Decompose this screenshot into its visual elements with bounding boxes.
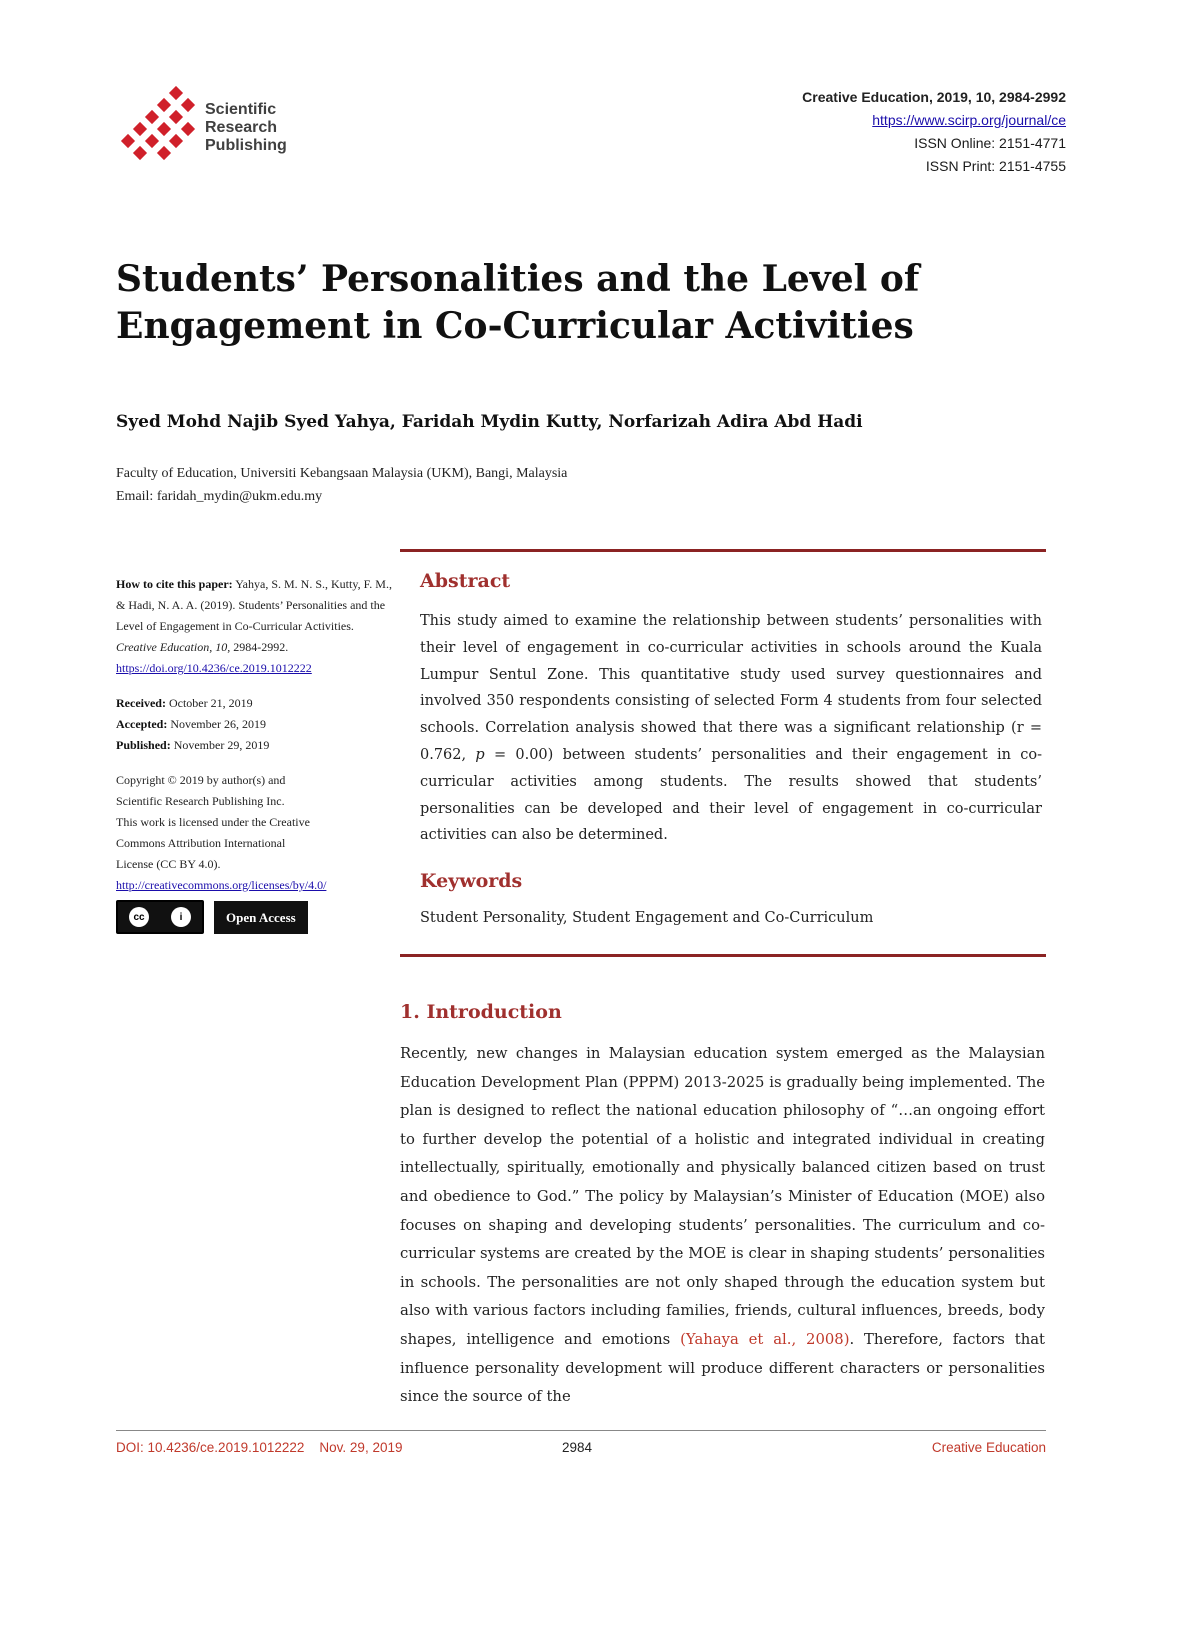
- introduction-text: [400, 1040, 1045, 1412]
- affiliation-block: [116, 462, 567, 508]
- how-to-cite: [116, 574, 396, 679]
- abstract-top-rule: [400, 549, 1046, 552]
- cite-pages: 2984-2992.: [230, 640, 289, 654]
- cc-icon: cc: [129, 907, 149, 927]
- copyright-notice: [116, 770, 396, 896]
- license-line: License (CC BY 4.0).: [116, 857, 221, 871]
- footer-journal: Creative Education: [931, 1440, 1046, 1455]
- affiliation: Faculty of Education, Universiti Kebangsaan Malaysia (UKM), Bangi, Malaysia: [116, 466, 568, 481]
- abstract-p-symbol: p: [475, 746, 485, 763]
- introduction-heading: 1. Introduction: [400, 1001, 562, 1023]
- footer-rule: [116, 1430, 1046, 1431]
- publication-dates: [116, 693, 396, 756]
- intro-text-part: . Therefore, factors that influence personality development will produce different characters or personalities since the source of the: [400, 1330, 1045, 1406]
- keywords-text: Student Personality, Student Engagement and Co-Curriculum: [420, 910, 874, 926]
- cite-journal: Creative Education, 10,: [116, 640, 231, 654]
- publisher-name: [205, 101, 287, 155]
- scirp-diamond-logo-icon: [116, 86, 206, 166]
- keywords-heading: Keywords: [420, 870, 523, 892]
- doi-link[interactable]: https://doi.org/10.4236/ce.2019.1012222: [116, 661, 312, 675]
- open-access-badge: Open Access: [214, 901, 308, 934]
- accepted-date: [116, 714, 396, 735]
- published-label: Published:: [116, 738, 171, 752]
- abstract-bottom-rule: [400, 954, 1046, 957]
- paper-title: [116, 256, 1016, 350]
- cc-by-badge[interactable]: [116, 900, 204, 934]
- paper-title-line: Students’ Personalities and the Level of: [116, 258, 920, 300]
- accepted-value: November 26, 2019: [167, 717, 266, 731]
- journal-url-link[interactable]: https://www.scirp.org/journal/ce: [872, 112, 1066, 128]
- paper-authors: Syed Mohd Najib Syed Yahya, Faridah Mydin Kutty, Norfarizah Adira Abd Hadi: [116, 412, 863, 432]
- publisher-name-line: Research: [205, 119, 278, 136]
- license-link[interactable]: http://creativecommons.org/licenses/by/4.0/: [116, 878, 327, 892]
- received-value: October 21, 2019: [165, 696, 253, 710]
- intro-citation-link[interactable]: (Yahaya et al., 2008): [680, 1330, 850, 1348]
- received-label: Received:: [116, 696, 166, 710]
- issn-online: ISSN Online: 2151-4771: [914, 135, 1066, 151]
- cite-label: How to cite this paper:: [116, 577, 233, 591]
- issn-print: ISSN Print: 2151-4755: [925, 158, 1066, 174]
- received-date: [116, 693, 396, 714]
- footer-doi-date: [116, 1440, 402, 1455]
- publisher-name-line: Scientific: [205, 101, 277, 118]
- published-date: [116, 735, 396, 756]
- attribution-icon: i: [171, 907, 191, 927]
- copyright-line: Copyright © 2019 by author(s) and: [116, 773, 286, 787]
- journal-citation: Creative Education, 2019, 10, 2984-2992: [802, 89, 1066, 105]
- abstract-heading: Abstract: [420, 570, 511, 592]
- copyright-line: Scientific Research Publishing Inc.: [116, 794, 285, 808]
- author-email: Email: faridah_mydin@ukm.edu.my: [116, 489, 323, 504]
- intro-text-part: Recently, new changes in Malaysian education system emerged as the Malaysian Education Development Plan (PPPM) 2013-2025 is gradually being implemented. The plan is designed to reflect the national education philosophy of “…an ongoing effort to further develop the potential of a holistic and integrated individual in creating intellectually, spiritually, emotionally and physically balanced citizen based on trust and obedience to God.” The policy by Malaysian’s Minister of Education (MOE) also focuses on shaping and developing students’ personalities. The curriculum and co-curricular systems are created by the MOE is clear in shaping students’ personalities in schools. The personalities are not only shaped through the education system but also with various factors including families, friends, cultural influences, breeds, body shapes, intelligence and emotions: [400, 1045, 1045, 1348]
- citation-sidebar: [116, 574, 396, 934]
- publisher-name-line: Publishing: [205, 137, 287, 154]
- license-line: Commons Attribution International: [116, 836, 286, 850]
- abstract-text-part: = 0.00) between students’ personalities and their engagement in co-curricular activities among students. The results showed that students’ personalities can be developed and their level of engagement in co-curricular activities can also be determined.: [420, 746, 1042, 844]
- license-badges: [116, 900, 396, 934]
- footer-page-number: 2984: [562, 1440, 593, 1455]
- cite-text: Yahya, S. M. N. S., Kutty, F. M., & Hadi, N. A. A. (2019). Students’ Personalities and the Level of Engagement in Co-Curricular Activities.: [116, 577, 392, 633]
- footer-doi: DOI: 10.4236/ce.2019.1012222: [116, 1440, 305, 1455]
- abstract-text: [420, 608, 1042, 849]
- abstract-text-part: This study aimed to examine the relationship between students’ personalities with their level of engagement in co-curricular activities in schools around the Kuala Lumpur Sentul Zone. This quantitative study used survey questionnaires and involved 350 respondents consisting of selected Form 4 students from four selected schools. Correlation analysis showed that there was a significant relationship (r = 0.762,: [420, 613, 1042, 763]
- published-value: November 29, 2019: [170, 738, 270, 752]
- paper-title-line: Engagement in Co-Curricular Activities: [116, 305, 914, 347]
- accepted-label: Accepted:: [116, 717, 168, 731]
- license-line: This work is licensed under the Creative: [116, 815, 310, 829]
- journal-info: [802, 86, 1066, 178]
- footer-date: Nov. 29, 2019: [319, 1440, 403, 1455]
